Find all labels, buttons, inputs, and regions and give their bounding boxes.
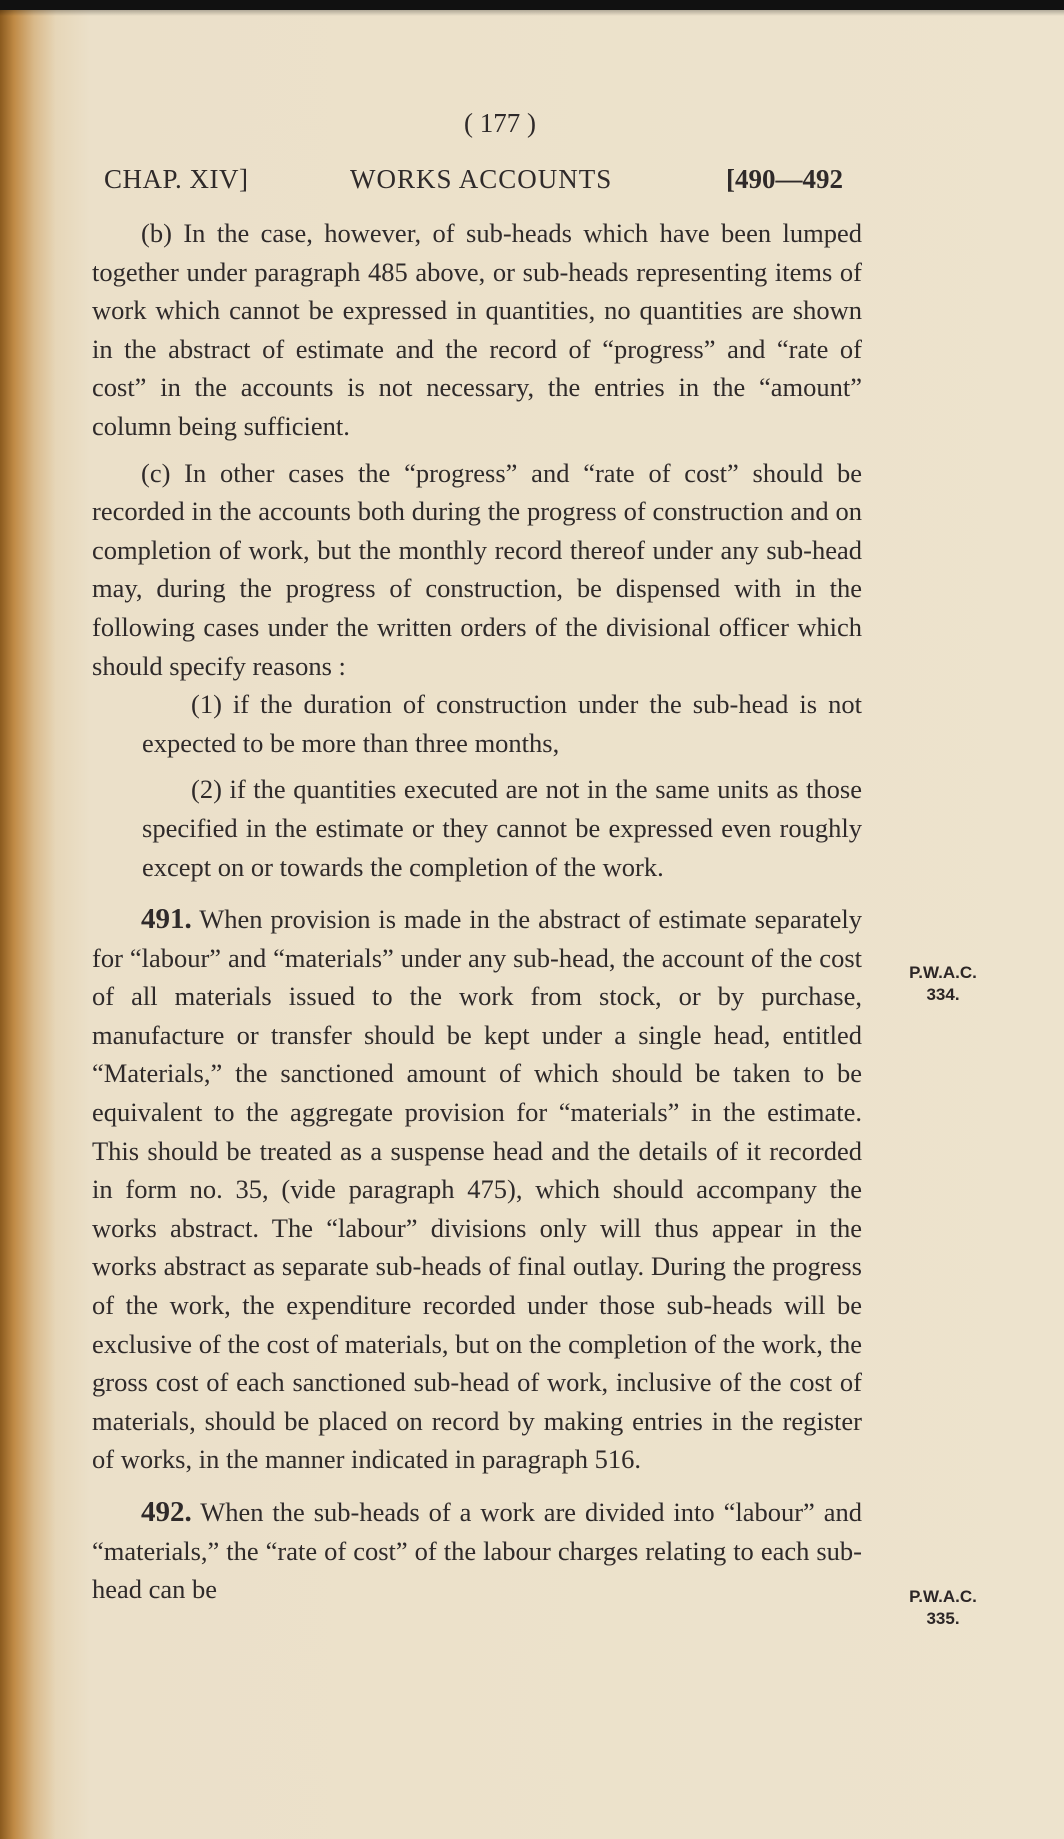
page-top-shadow xyxy=(0,10,1064,16)
margin-note-492 xyxy=(888,1586,998,1630)
page-number: ( 177 ) xyxy=(464,108,536,138)
paragraph-490-c-2: (2) if the quantities executed are not in the same units as those specified in the estimate or they cannot be expressed even roughly except on or towards the completion of the work. xyxy=(142,774,862,882)
margin-note-491-source: P.W.A.C. xyxy=(909,963,977,982)
margin-note-492-source: P.W.A.C. xyxy=(909,1587,977,1606)
paragraph-490-b: (b) In the case, however, of sub-heads which have been lumped together under paragraph 485 above, or sub-heads representing items of work which cannot be expressed in quantities, no quantities are shown in the abstract of estimate and the record of “progress” and “rate of cost” in the accounts is not necessary, the entries in the “amount” column being sufficient. xyxy=(92,218,862,441)
margin-note-491-reference: 334. xyxy=(926,985,960,1004)
paragraph-491-number: 491. xyxy=(141,903,192,936)
paragraph-490-c-1: (1) if the duration of construction under the sub-head is not expected to be more than three months, xyxy=(142,689,862,758)
paragraph-491-text: When provision is made in the abstract of estimate separately for “labour” and “materials” under any sub-head, the account of the cost of all materials issued to the work from stock, or by purchase, manufacture or transfer should be kept under a single head, entitled “Materials,” the sanctioned amount of which should be taken to be equivalent to the aggregate provision for “materials” in the estimate. This should be treated as a suspense head and the details of it recorded in form no. 35, (vide paragraph 475), which should accompany the works abstract. The “labour” divisions only will thus appear in the works abstract as separate sub-heads of final outlay. During the progress of the work, the expenditure recorded under those sub-heads will be exclusive of the cost of materials, but on the completion of the work, the gross cost of each sanctioned sub-head of work, inclusive of the cost of materials, should be placed on record by making entries in the register of works, in the manner indicated in paragraph 516. xyxy=(92,904,862,1475)
page-top-edge xyxy=(0,0,1064,10)
paragraph-491 xyxy=(92,900,862,1479)
paragraph-492-number: 492. xyxy=(141,1496,192,1528)
body-text xyxy=(92,214,862,1609)
paragraph-490-c: (c) In other cases the “progress” and “rate of cost” should be recorded in the accounts both during the progress of construction and on completion of work, but the monthly record thereof under any sub-head may, during the progress of construction, be dispensed with in the following cases under the written orders of the divisional officer which should specify reasons : xyxy=(92,457,862,681)
running-head xyxy=(104,164,854,198)
paragraph-492 xyxy=(92,1493,862,1609)
running-head-chapter: CHAP. XIV] xyxy=(104,164,249,194)
running-head-paragraph-range: [490—492 xyxy=(726,164,843,194)
margin-note-491 xyxy=(888,962,998,1006)
margin-note-492-reference: 335. xyxy=(926,1609,960,1628)
running-head-title: WORKS ACCOUNTS xyxy=(350,164,613,194)
paragraph-492-text: When the sub-heads of a work are divided into “labour” and “materials,” the “rate of cost” of the labour charges relating to each sub-head can be xyxy=(92,1497,862,1605)
